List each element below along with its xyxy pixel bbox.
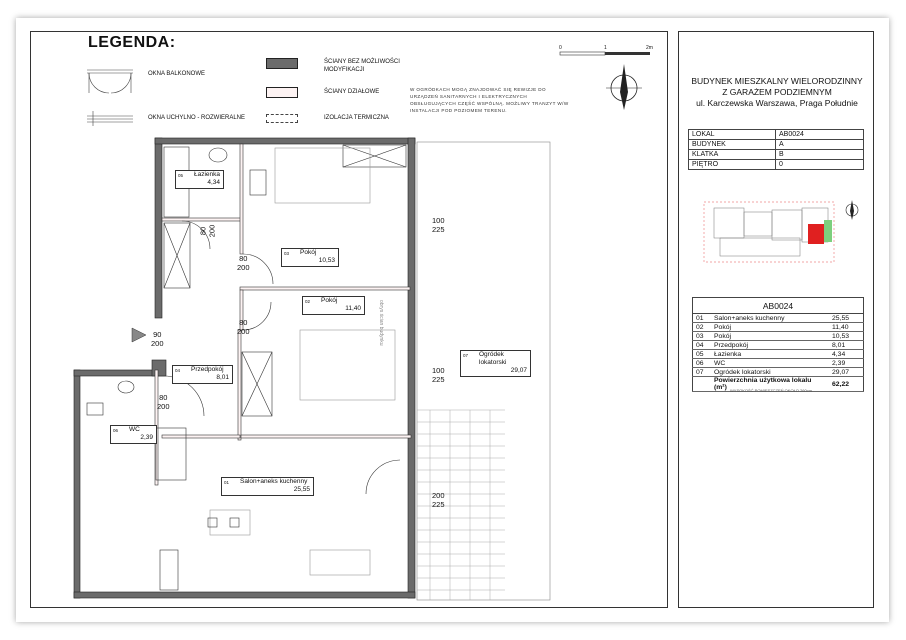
rooms-table: AB0024 01 Salon+aneks kuchenny 25,55 02 Pokój 11,40 03 Pokój 10,53 04 Przedpokój 8,01 05 Łazienka 4,34 06 WC 2,39 07 Ogródek lokatorski 29,07 Powierzchnia użytkowa lokalu (m²) 62,22 — [692, 297, 864, 392]
room-label-lazienka: 05 Łazienka 4,34 — [175, 170, 224, 189]
unit-highlight — [808, 224, 824, 244]
bath-sink — [209, 148, 227, 162]
legend-fixed-wall-swatch — [266, 58, 298, 69]
key-plan — [700, 190, 870, 275]
legend-window-symbols — [85, 56, 135, 136]
scale-label-1: 1 — [604, 45, 607, 51]
wc-sink — [118, 381, 134, 393]
scale-label-0: 0 — [559, 45, 562, 51]
legend-note: W OGRÓDKACH MOGĄ ZNAJDOWAĆ SIĘ REWIZJE DO URZĄDZEŃ SANITARNYCH I ELEKTRYCZNYCH OBSŁUGUJĄCYCH CZĘŚĆ WSPÓLNĄ. MOŻLIWY TRANZYT W/W INSTALACJI POD POZIOMEM TERENU. — [410, 87, 569, 113]
door-dim-wc: 80 200 — [157, 393, 170, 411]
sofa — [310, 550, 370, 575]
scale-bar — [556, 44, 660, 58]
door-dim-bath: 80 200 — [198, 224, 217, 238]
garden-highlight — [824, 220, 832, 242]
garden-edge-note: obrys ścian budynku — [378, 300, 384, 346]
window-dim-2: 100 225 — [432, 366, 445, 384]
building-title: BUDYNEK MIESZKALNY WIELORODZINNY Z GARAŻEM PODZIEMNYM ul. Karczewska Warszawa, Praga Południe — [691, 76, 863, 108]
scale-label-2: 2m — [646, 45, 653, 51]
structural-walls — [74, 138, 415, 598]
room-label-pokoj-02: 02 Pokój 11,40 — [302, 296, 365, 315]
partition-walls — [155, 144, 411, 485]
legend-title: LEGENDA: — [88, 34, 176, 51]
bath-toilet — [250, 170, 266, 195]
fridge — [160, 550, 178, 590]
room-label-przedpokoj: 04 Przedpokój 8,01 — [172, 365, 233, 384]
room-label-pokoj-03: 03 Pokój 10,53 — [281, 248, 339, 267]
chair — [230, 518, 239, 527]
legend-insulation: IZOLACJA TERMICZNA — [324, 115, 389, 121]
unit-info-table: LOKAL AB0024 BUDYNEK A KLATKA B PIĘTRO 0 — [688, 129, 864, 170]
legend-tilt-window: OKNA UCHYLNO - ROZWIERALNE — [148, 115, 246, 121]
room-label-wc: 06 WC 2,39 — [110, 425, 157, 444]
legend-balcony-window: OKNA BALKONOWE — [148, 71, 206, 77]
legend-partition-swatch — [266, 87, 298, 98]
legend-insulation-swatch — [266, 114, 298, 123]
door-dim-entry: 90 200 — [151, 330, 164, 348]
window-dim-1: 100 225 — [432, 216, 445, 234]
entry-arrow-icon — [132, 328, 146, 342]
height-footnote: WYSOKOŚĆ POMIESZCZEŃ OKOŁO 260cm — [730, 388, 813, 393]
wc-toilet — [87, 403, 103, 415]
legend-partition-walls: ŚCIANY DZIAŁOWE — [324, 89, 380, 95]
door-dim-room2: 80 200 — [237, 318, 250, 336]
door-dim-room1: 80 200 — [237, 254, 250, 272]
north-arrow-icon — [604, 62, 644, 114]
room-label-ogrodek: 07 Ogródek lokatorski 29,07 — [460, 350, 531, 377]
terrace-paving — [417, 410, 505, 600]
bed-1 — [275, 148, 370, 203]
chair — [208, 518, 217, 527]
room-label-salon: 01 Salon+aneks kuchenny 25,55 — [221, 477, 314, 496]
window-dim-3: 200 225 — [432, 491, 445, 509]
door-swing-terrace — [366, 460, 400, 494]
key-plan-north-icon — [850, 200, 854, 220]
legend-fixed-walls: ŚCIANY BEZ MOŻLIWOŚCI MODYFIKACJI — [324, 59, 400, 73]
